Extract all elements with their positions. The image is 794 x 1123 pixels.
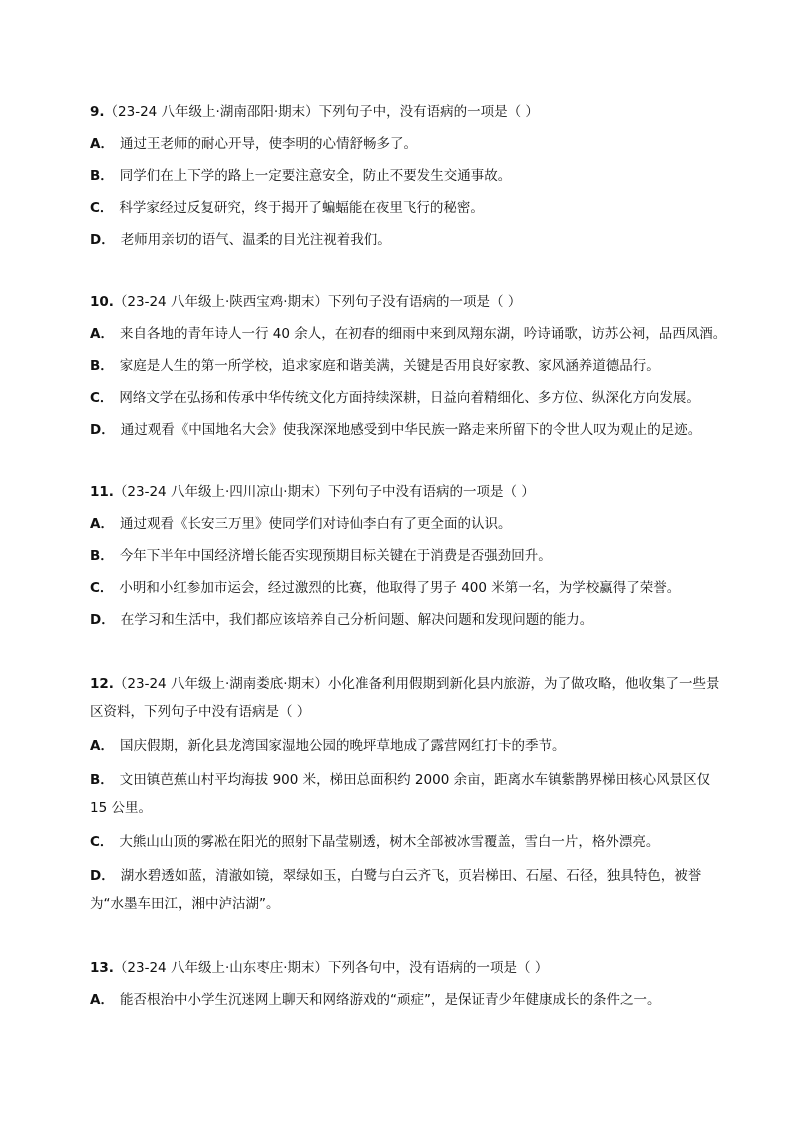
option-text: 国庆假期，新化县龙湾国家湿地公园的晚坪草地成了露营网红打卡的季节。: [119, 738, 566, 754]
question-stem: [90, 292, 730, 312]
question-text: 下列句子没有语病的一项是（ ）: [328, 294, 522, 310]
option-letter: C．: [90, 200, 114, 216]
option-letter: D．: [90, 868, 115, 884]
question-text: 下列各句中，没有语病的一项是（ ）: [328, 960, 549, 976]
option-a: [90, 324, 730, 344]
option-d: [90, 610, 730, 630]
option-letter: A．: [90, 516, 114, 532]
question-stem: [90, 670, 730, 726]
question-number: 13.: [90, 960, 114, 976]
option-letter: D．: [90, 422, 115, 438]
option-list: [90, 990, 730, 1010]
option-list: [90, 514, 730, 630]
option-d: [90, 420, 730, 440]
question-stem: [90, 958, 730, 978]
option-a: [90, 134, 730, 154]
option-text: 家庭是人生的第一所学校，追求家庭和谐美满，关键是否用良好家教、家风涵养道德品行。: [119, 358, 660, 374]
option-text: 科学家经过反复研究，终于揭开了蝙蝠能在夜里飞行的秘密。: [119, 200, 484, 216]
question-9: [90, 102, 730, 250]
option-letter: A．: [90, 992, 114, 1008]
option-letter: A．: [90, 136, 114, 152]
question-stem: [90, 482, 730, 502]
option-c: [90, 198, 730, 218]
question-source: （23-24 八年级上·湖南娄底·期末）: [113, 676, 329, 692]
question-source: （23-24 八年级上·四川凉山·期末）: [113, 484, 329, 500]
option-letter: D．: [90, 612, 115, 628]
option-text: 网络文学在弘扬和传承中华传统文化方面持续深耕，日益向着精细化、多方位、纵深化方向发展。: [119, 390, 700, 406]
option-a: [90, 514, 730, 534]
option-text: 今年下半年中国经济增长能否实现预期目标关键在于消费是否强劲回升。: [119, 548, 552, 564]
question-number: 9.: [90, 104, 105, 120]
option-list: [90, 732, 730, 918]
option-d: [90, 230, 730, 250]
option-letter: B．: [90, 358, 114, 374]
option-text: 通过王老师的耐心开导，使李明的心情舒畅多了。: [119, 136, 417, 152]
question-number: 12.: [90, 676, 114, 692]
option-letter: D．: [90, 232, 115, 248]
option-a: [90, 732, 730, 760]
question-10: [90, 292, 730, 440]
option-text: 来自各地的青年诗人一行 40 余人，在初春的细雨中来到凤翔东湖，吟诗诵歌，访苏公祠，品西凤酒。: [119, 326, 727, 342]
question-stem: [90, 102, 730, 122]
option-b: [90, 166, 730, 186]
option-text: 能否根治中小学生沉迷网上聊天和网络游戏的“顽症”，是保证青少年健康成长的条件之一。: [119, 992, 661, 1008]
option-c: [90, 388, 730, 408]
question-12: [90, 670, 730, 918]
option-text: 老师用亲切的语气、温柔的目光注视着我们。: [120, 232, 391, 248]
option-text: 文田镇芭蕉山村平均海拔 900 米，梯田总面积约 2000 余亩，距离水车镇紫鹊界梯田核心风景区仅 15 公里。: [90, 772, 711, 816]
question-source: （23-24 八年级上·陕西宝鸡·期末）: [113, 294, 329, 310]
question-text: 下列句子中，没有语病的一项是（ ）: [318, 104, 539, 120]
question-number: 11.: [90, 484, 114, 500]
option-text: 通过观看《长安三万里》使同学们对诗仙李白有了更全面的认识。: [119, 516, 512, 532]
question-source: （23-24 八年级上·湖南邵阳·期末）: [104, 104, 319, 120]
option-text: 小明和小红参加市运会，经过激烈的比赛，他取得了男子 400 米第一名，为学校赢得了荣誉。: [119, 580, 681, 596]
option-letter: C．: [90, 834, 114, 850]
option-text: 湖水碧透如蓝，清澈如镜，翠绿如玉，白鹭与白云齐飞，页岩梯田、石屋、石径，独具特色，被誉为“水墨车田江，湘中泸沽湖”。: [90, 868, 702, 912]
option-c: [90, 578, 730, 598]
option-letter: B．: [90, 772, 114, 788]
option-b: [90, 546, 730, 566]
option-letter: B．: [90, 548, 114, 564]
question-source: （23-24 八年级上·山东枣庄·期末）: [113, 960, 329, 976]
question-13: [90, 958, 730, 1010]
option-text: 同学们在上下学的路上一定要注意安全，防止不要发生交通事故。: [119, 168, 512, 184]
option-c: [90, 828, 730, 856]
option-letter: C．: [90, 390, 114, 406]
option-letter: A．: [90, 738, 114, 754]
option-text: 在学习和生活中，我们都应该培养自己分析问题、解决问题和发现问题的能力。: [120, 612, 594, 628]
option-letter: C．: [90, 580, 114, 596]
question-11: [90, 482, 730, 630]
option-text: 通过观看《中国地名大会》使我深深地感受到中华民族一路走来所留下的令世人叹为观止的足迹。: [120, 422, 702, 438]
option-letter: B．: [90, 168, 114, 184]
option-letter: A．: [90, 326, 114, 342]
option-b: [90, 356, 730, 376]
option-a: [90, 990, 730, 1010]
question-text: 下列句子中没有语病的一项是（ ）: [328, 484, 535, 500]
option-text: 大熊山山顶的雾凇在阳光的照射下晶莹剔透，树木全部被冰雪覆盖，雪白一片，格外漂亮。: [119, 834, 660, 850]
option-d: [90, 862, 730, 918]
option-list: [90, 324, 730, 440]
question-number: 10.: [90, 294, 114, 310]
question-text: 小化准备利用假期到新化县内旅游，为了做攻略，他收集了一些景区资料，下列句子中没有语病是（ ）: [90, 676, 720, 720]
option-b: [90, 766, 730, 822]
option-list: [90, 134, 730, 250]
